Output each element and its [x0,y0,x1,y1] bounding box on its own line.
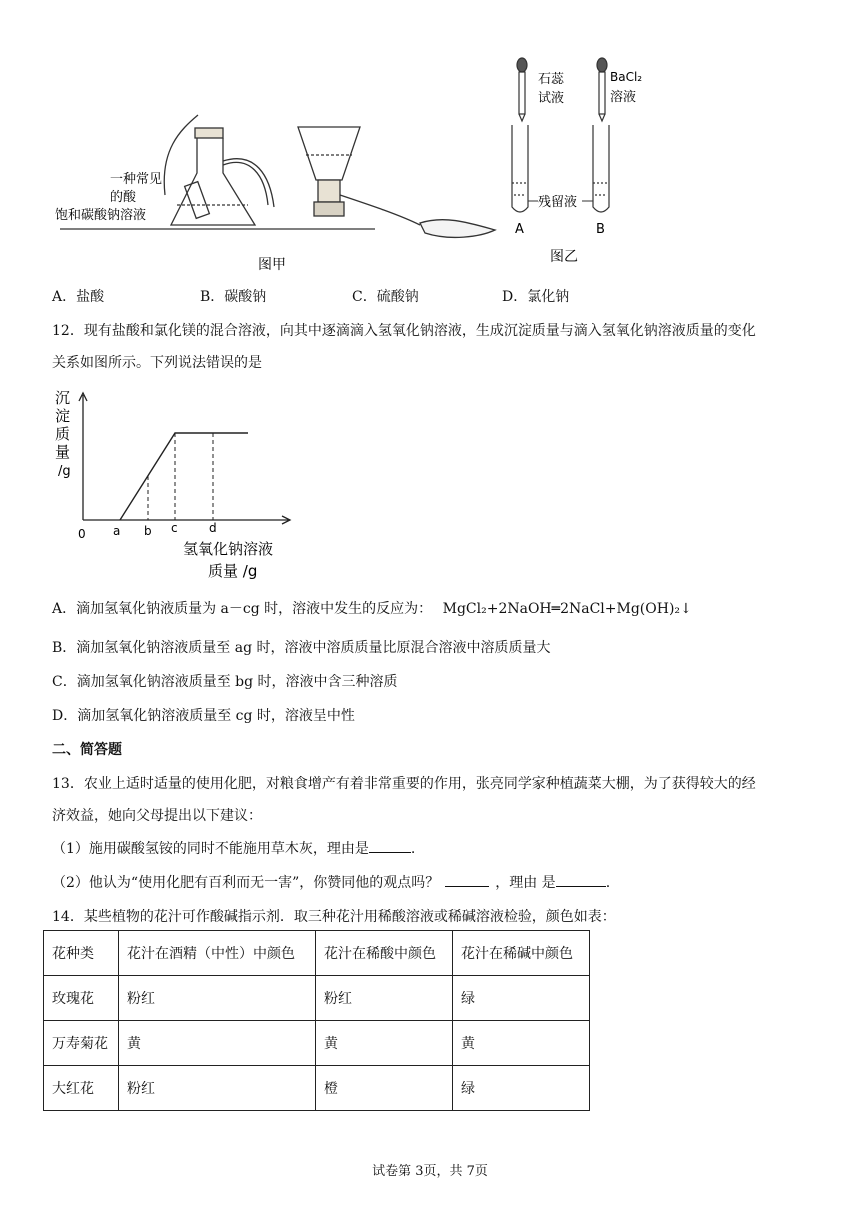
q13-part2-text: （2）他认为“使用化肥有百利而无一害”，你赞同他的观点吗？ [52,875,440,891]
table-cell: 绿 [453,976,590,1021]
litmus-label-1: 石蕊 [538,72,565,87]
table-cell: 粉红 [316,976,453,1021]
q13-part1-text: （1）施用碳酸氢铵的同时不能施用草木灰，理由是 [52,841,369,857]
table-header-cell: 花种类 [44,931,119,976]
table-header-cell: 花汁在稀酸中颜色 [316,931,453,976]
bacl2-label-2: 溶液 [610,90,637,105]
q13-stem-1: 13．农业上适时适量的使用化肥，对粮食增产有着非常重要的作用，张亮同学家种植蔬菜大棚，为了获得较大的经 [52,776,756,792]
tick-d: d [209,521,217,535]
q12-option-a-text: A．滴加氢氧化钠液质量为 a－cg 时，溶液中发生的反应为： [52,601,433,617]
residue-label: 残留液 [538,195,578,210]
y-label-4: 量 [55,443,71,461]
q11-option-b: B．碳酸钠 [200,289,267,305]
figure-yi-label: 图乙 [550,249,578,265]
q11-option-a: A．盐酸 [52,289,105,305]
q13-part2-end: . [605,875,611,891]
q12-option-b: B．滴加氢氧化钠溶液质量至 ag 时，溶液中溶质质量比原混合溶液中溶质质量大 [52,640,551,656]
x-label-1: 氢氧化钠溶液 [183,540,274,558]
q13-part2 [52,872,610,892]
table-header-row [44,931,590,976]
q13-answer-blank-2[interactable] [445,872,489,887]
q11-option-c: C．硫酸钠 [352,289,419,305]
test-tube-b [593,125,609,212]
table-row [44,1021,590,1066]
q13-stem-2: 济效益，她向父母提出以下建议： [52,808,262,824]
bacl2-label: BaCl₂ [610,70,643,84]
y-label-1: 沉 [55,389,71,407]
q12-option-a [52,598,692,618]
figure-jia-label: 图甲 [258,257,286,273]
q12-stem-2: 关系如图所示。下列说法错误的是 [52,355,262,371]
q13-answer-blank-3[interactable] [556,872,606,887]
table-cell: 粉红 [119,976,316,1021]
tick-c: c [171,521,178,535]
tube-b-label: B [596,222,605,237]
table-header-cell: 花汁在稀碱中颜色 [453,931,590,976]
litmus-label-2: 试液 [538,91,565,106]
table-cell: 黄 [316,1021,453,1066]
q13-part2-reason: ，理由 是 [495,875,556,891]
acid-label-2: 的酸 [110,190,137,205]
x-label-2: 质量 /g [208,562,258,580]
tick-b: b [144,524,152,538]
table-row [44,1066,590,1111]
q13-part1-end: . [410,841,416,857]
y-unit: /g [58,464,71,479]
table-cell: 黄 [453,1021,590,1066]
q12-option-c: C．滴加氢氧化钠溶液质量至 bg 时，溶液中含三种溶质 [52,674,398,690]
conical-flask [164,115,274,225]
experiment-figure [50,55,710,275]
y-label-2: 淀 [55,407,71,425]
dropper-bacl2 [597,58,607,121]
q14-stem: 14．某些植物的花汁可作酸碱指示剂．取三种花汁用稀酸溶液或稀碱溶液检验，颜色如表： [52,909,616,925]
table-cell: 万寿菊花 [44,1021,119,1066]
q13-answer-blank-1[interactable] [369,838,411,853]
table-header-cell: 花汁在酒精（中性）中颜色 [119,931,316,976]
q12-stem-1: 12．现有盐酸和氯化镁的混合溶液，向其中逐滴滴入氢氧化钠溶液，生成沉淀质量与滴入氢氧化钠溶液质量的变化 [52,323,756,339]
q12-option-d: D．滴加氢氧化钠溶液质量至 cg 时，溶液呈中性 [52,708,355,724]
soda-label: 饱和碳酸钠溶液 [55,208,147,223]
tick-origin: 0 [78,527,86,541]
table-cell: 橙 [316,1066,453,1111]
acid-label-1: 一种常见 [110,172,163,187]
table-cell: 玫瑰花 [44,976,119,1021]
q13-part1 [52,838,415,858]
page-footer: 试卷第 3页，共 7页 [372,1164,488,1179]
table-row [44,976,590,1021]
tick-a: a [113,524,121,538]
table-cell: 粉红 [119,1066,316,1111]
table-cell: 绿 [453,1066,590,1111]
q12-option-a-equation: MgCl₂+2NaOH═2NaCl+Mg(OH)₂↓ [442,601,692,617]
tube-a-label: A [515,222,524,237]
table-cell: 大红花 [44,1066,119,1111]
q11-option-d: D．氯化钠 [502,289,570,305]
precipitate-line [120,433,248,520]
funnel-apparatus [298,127,495,237]
dropper-litmus [517,58,527,121]
indicator-table [43,930,590,1111]
y-label-3: 质 [55,425,71,443]
section-title: 二、简答题 [52,742,122,758]
q12-chart [50,385,310,585]
table-cell: 黄 [119,1021,316,1066]
test-tube-a [512,125,528,212]
